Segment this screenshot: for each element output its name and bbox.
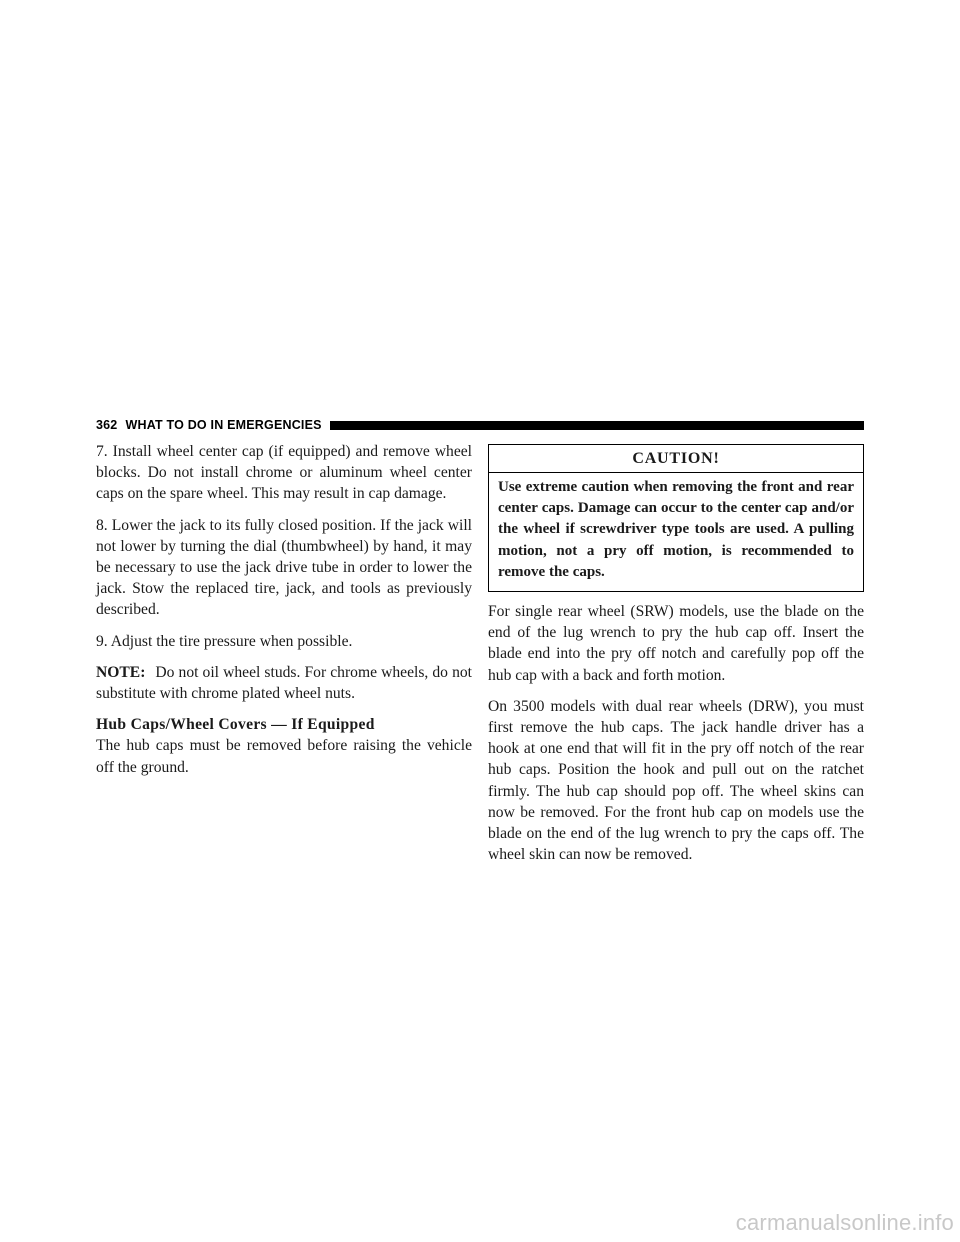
- caution-box: [488, 444, 864, 592]
- note-label: NOTE:: [96, 663, 146, 681]
- srw-paragraph: For single rear wheel (SRW) models, use the blade on the end of the lug wrench to pry the hub cap off. Insert the blade end into the pry off notch and carefully pop off the hub cap with a back and forth motion.: [488, 603, 864, 684]
- caution-text: Use extreme caution when removing the front and rear center caps. Damage can occur to the center cap and/or the wheel if screwdriver type tools are used. A pulling motion, not a pry off motion, is recommended to remove the caps.: [498, 479, 854, 580]
- step-8-paragraph: 8. Lower the jack to its fully closed position. If the jack will not lower by turning the dial (thumbwheel) by hand, it may be necessary to use the jack drive tube in order to lower the jack. Stow the replaced tire, jack, and tools as previously described.: [96, 516, 472, 619]
- drw-paragraph: On 3500 models with dual rear wheels (DRW), you must first remove the hub caps. The jack handle driver has a hook at one end that will fit in the pry off notch of the rear hub caps. Position the hook and pull out on the ratchet firmly. The hub cap should pop off. The wheel skins can now be removed. For the front hub cap on models use the blade on the end of the lug wrench to pry the caps off. The wheel skin can now be removed.: [488, 697, 864, 864]
- note-paragraph: [96, 662, 472, 704]
- right-column: [488, 441, 864, 875]
- page-header: [96, 416, 864, 433]
- header-rule: [330, 421, 864, 430]
- page-number: 362: [96, 417, 118, 432]
- hub-caps-paragraph: The hub caps must be removed before raising the vehicle off the ground.: [96, 737, 472, 776]
- section-title: WHAT TO DO IN EMERGENCIES: [125, 417, 322, 432]
- note-text: Do not oil wheel studs. For chrome wheels, do not substitute with chrome plated wheel nuts.: [96, 663, 472, 703]
- left-column: [96, 441, 472, 788]
- hub-caps-heading: Hub Caps/Wheel Covers — If Equipped: [96, 716, 375, 734]
- caution-title: CAUTION!: [489, 445, 863, 473]
- step-9-paragraph: 9. Adjust the tire pressure when possible.: [96, 632, 353, 650]
- step-7-paragraph: 7. Install wheel center cap (if equipped) and remove wheel blocks. Do not install chrome or aluminum wheel center caps on the spare wheel. This may result in cap damage.: [96, 443, 472, 503]
- watermark-link[interactable]: carmanualsonline.info: [735, 1210, 954, 1235]
